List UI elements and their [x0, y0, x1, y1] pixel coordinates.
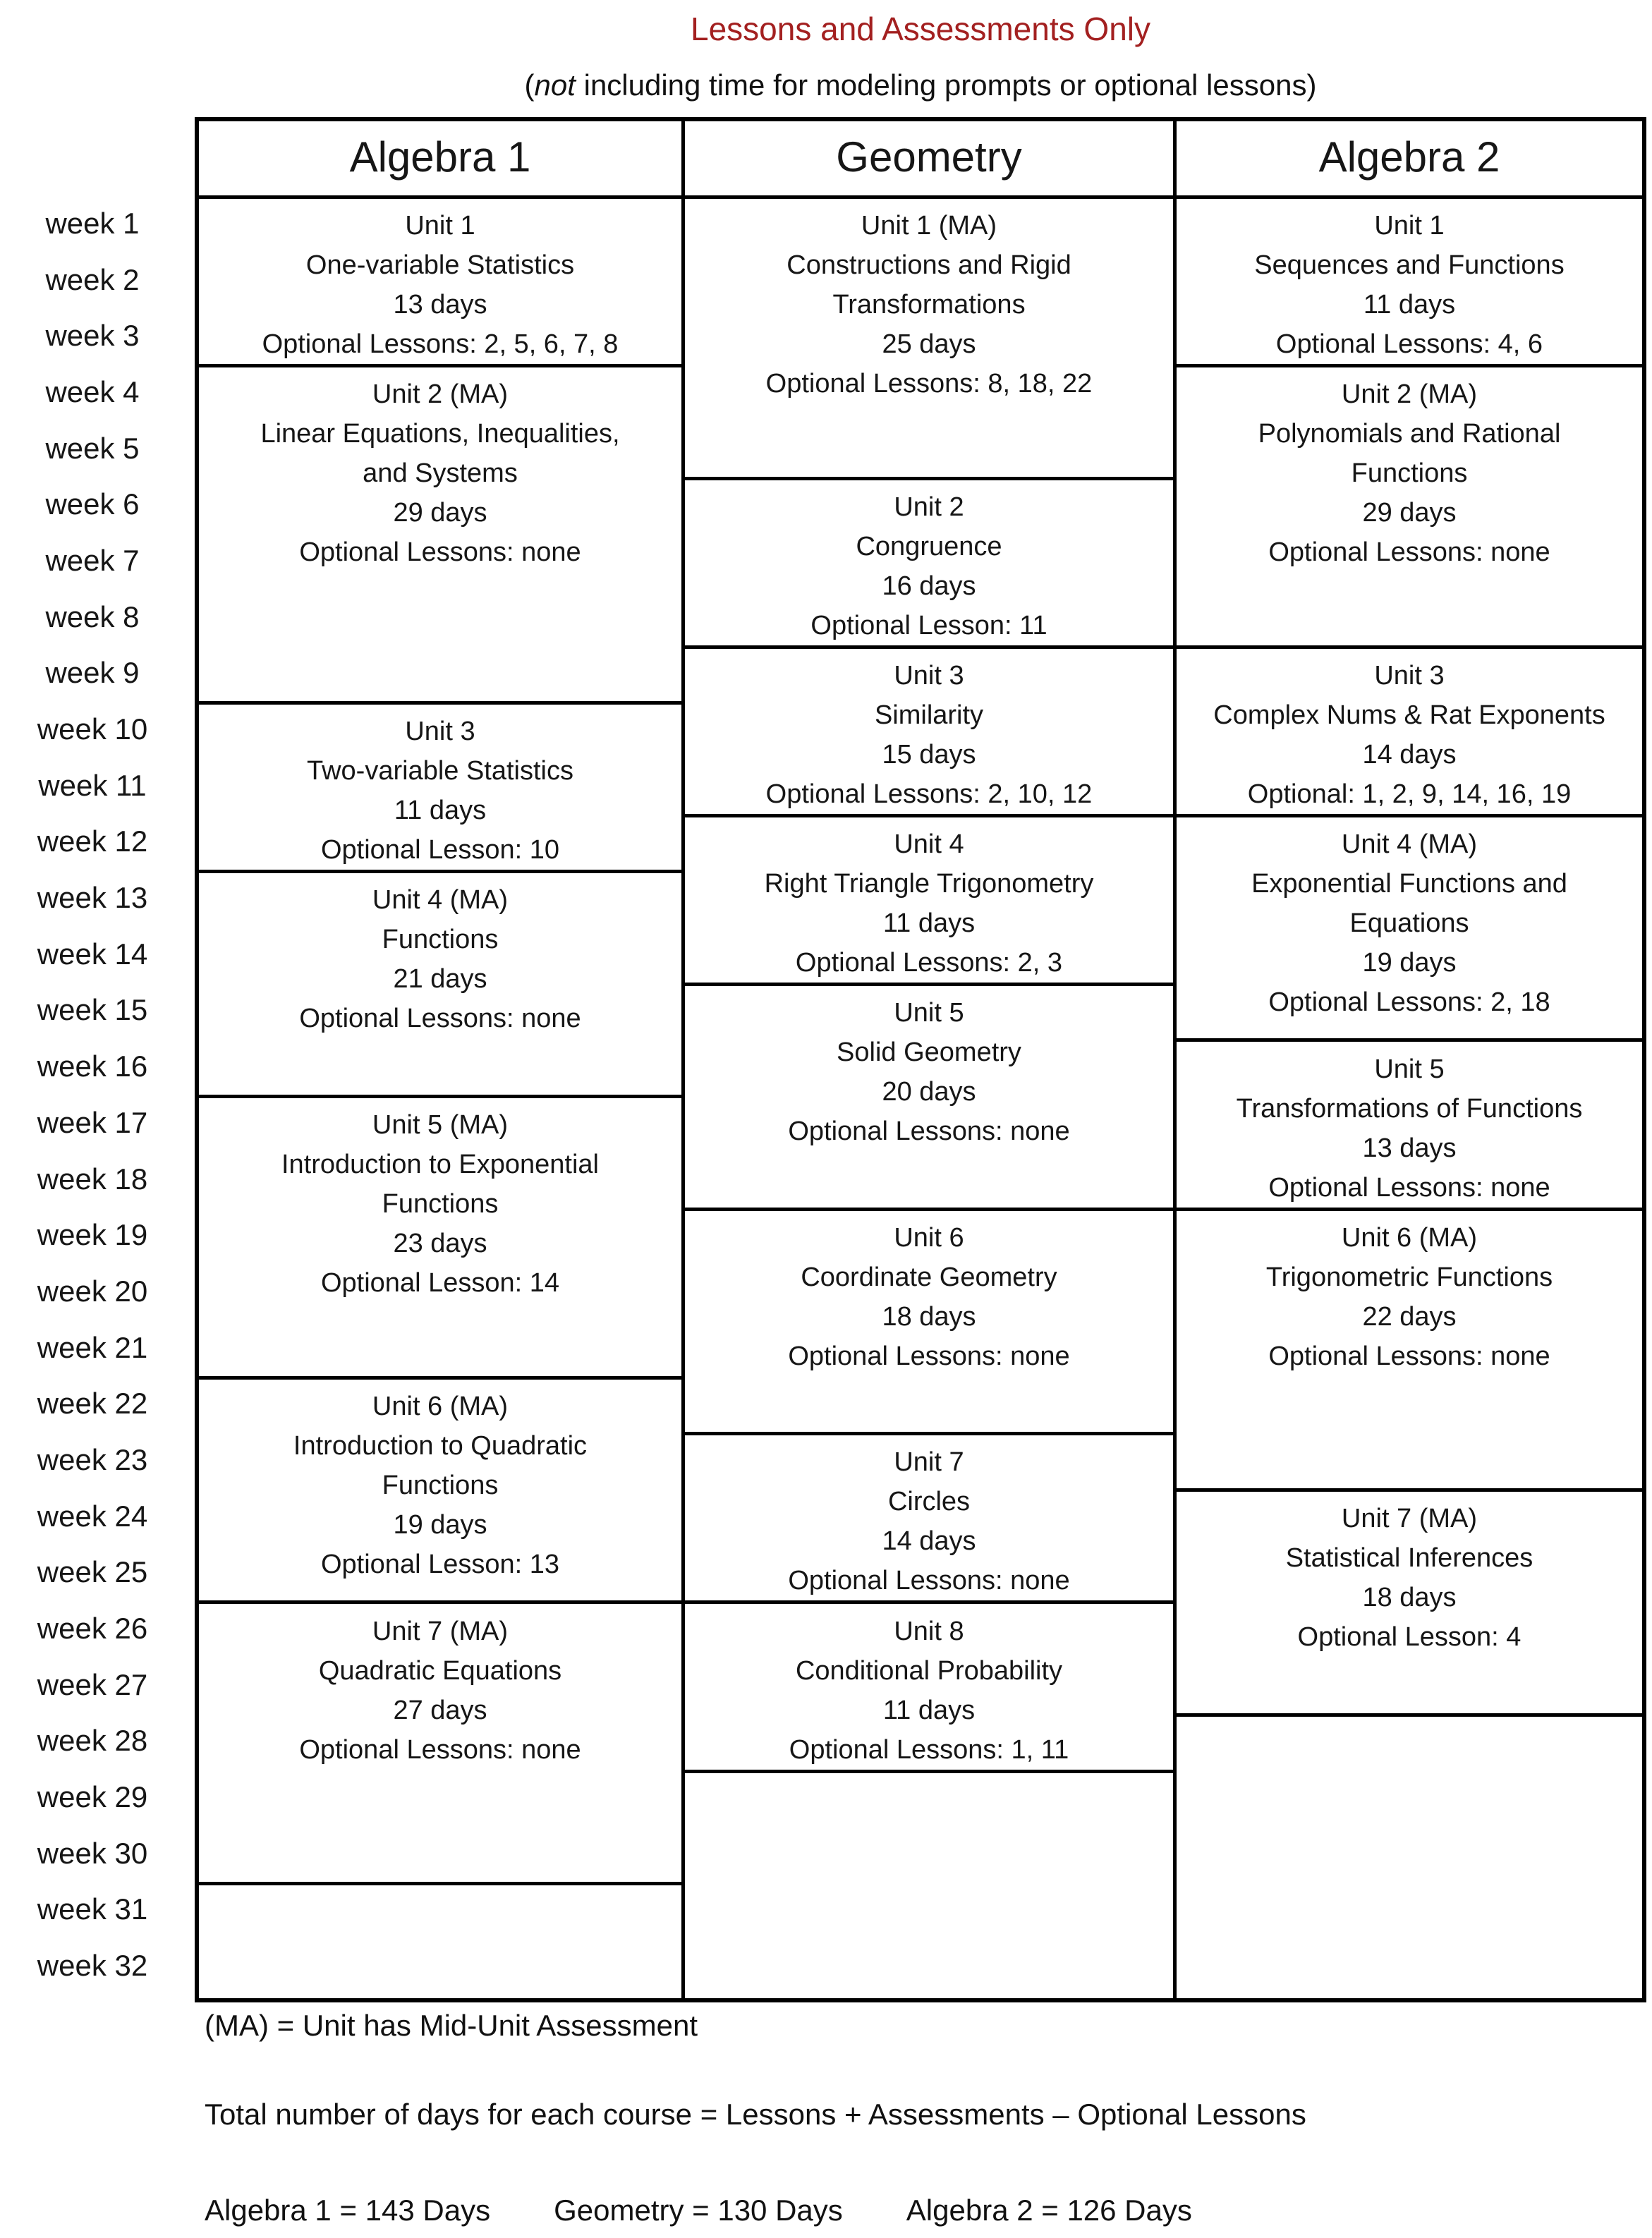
ma-note: (MA) = Unit has Mid-Unit Assessment	[205, 2009, 698, 2042]
unit-line: Optional Lessons: 2, 18	[1268, 987, 1550, 1017]
unit-line: Unit 8	[894, 1616, 964, 1646]
week-label: week 21	[37, 1330, 148, 1364]
page-subtitle	[195, 68, 1646, 103]
week-label: week 10	[37, 712, 148, 746]
week-label: week 5	[45, 431, 140, 465]
week-label: week 1	[45, 206, 140, 240]
unit-line: Linear Equations, Inequalities,	[260, 419, 620, 449]
unit-line: 11 days	[882, 908, 976, 938]
unit-block	[199, 1605, 681, 1886]
course-header-algebra2: Algebra 2	[1173, 121, 1642, 195]
unit-line: 23 days	[393, 1229, 487, 1259]
unit-line: Complex Nums & Rat Exponents	[1213, 700, 1605, 730]
week-label: week 14	[37, 937, 148, 971]
unit-line: Unit 5	[1374, 1054, 1445, 1084]
week-label: week 3	[45, 319, 140, 353]
unit-block	[685, 817, 1173, 986]
unit-line: Optional Lessons: 2, 3	[795, 947, 1063, 978]
unit-block	[685, 199, 1173, 480]
course-column-algebra2	[1173, 199, 1642, 1998]
unit-line: and Systems	[363, 458, 518, 489]
unit-line: 15 days	[882, 739, 976, 770]
unit-line: Two-variable Statistics	[306, 756, 573, 786]
unit-line: Unit 5	[894, 997, 964, 1028]
week-label: week 28	[37, 1724, 148, 1758]
unit-line: Unit 3	[405, 717, 475, 747]
week-label: week 9	[45, 656, 140, 690]
unit-line: 16 days	[882, 571, 976, 601]
unit-line: Optional: 1, 2, 9, 14, 16, 19	[1247, 779, 1572, 809]
unit-line: Unit 3	[894, 660, 964, 691]
unit-line: Unit 5 (MA)	[372, 1110, 509, 1141]
unit-line: 25 days	[882, 329, 976, 359]
unit-block	[199, 705, 681, 873]
unit-block	[685, 1211, 1173, 1436]
week-label: week 30	[37, 1836, 148, 1870]
unit-line: Unit 4	[894, 829, 964, 859]
unit-line: Constructions and Rigid	[786, 250, 1071, 280]
unit-line: Unit 4 (MA)	[1341, 829, 1478, 859]
unit-line: 29 days	[1362, 498, 1457, 528]
unit-line: Solid Geometry	[837, 1037, 1021, 1067]
unit-line: Unit 6	[894, 1222, 964, 1253]
unit-line: Optional Lessons: none	[1268, 1172, 1550, 1203]
unit-line: Optional Lessons: none	[788, 1566, 1070, 1596]
unit-line: Transformations of Functions	[1236, 1093, 1583, 1124]
unit-line: Optional Lessons: 8, 18, 22	[765, 369, 1093, 399]
unit-line: Optional Lessons: none	[788, 1341, 1070, 1371]
week-label: week 20	[37, 1274, 148, 1308]
week-label: week 24	[37, 1499, 148, 1533]
unit-line: Unit 1	[405, 211, 475, 241]
unit-line: Optional Lessons: none	[299, 1004, 581, 1034]
unit-line: Functions	[382, 1470, 499, 1500]
week-label: week 15	[37, 993, 148, 1027]
unit-line: Functions	[382, 1189, 499, 1220]
unit-line: 11 days	[882, 1695, 976, 1725]
course-totals	[205, 2192, 1192, 2230]
week-label: week 18	[37, 1162, 148, 1196]
week-column	[0, 195, 185, 1994]
unit-line: 22 days	[1362, 1301, 1457, 1332]
week-label: week 16	[37, 1050, 148, 1083]
unit-line: Circles	[887, 1487, 971, 1517]
unit-line: Conditional Probability	[795, 1655, 1063, 1686]
unit-line: Trigonometric Functions	[1265, 1262, 1553, 1292]
unit-block	[199, 873, 681, 1098]
course-total: Algebra 1 = 143 Days	[205, 2194, 491, 2227]
unit-line: Optional Lessons: 4, 6	[1275, 329, 1543, 359]
subtitle-prefix: (	[524, 68, 535, 102]
unit-line: 21 days	[393, 964, 487, 995]
week-label: week 32	[37, 1949, 148, 1983]
schedule-body	[199, 199, 1642, 1998]
unit-line: Unit 3	[1374, 660, 1445, 691]
week-label: week 26	[37, 1612, 148, 1646]
unit-line: Congruence	[856, 531, 1002, 561]
unit-line: Unit 2 (MA)	[1341, 379, 1478, 410]
unit-line: Unit 7	[894, 1447, 964, 1478]
unit-block	[199, 199, 681, 367]
unit-block	[685, 986, 1173, 1211]
week-label: week 19	[37, 1218, 148, 1252]
unit-block	[199, 1098, 681, 1380]
unit-block	[1177, 649, 1642, 817]
unit-line: Exponential Functions and	[1251, 868, 1567, 899]
course-total: Geometry = 130 Days	[554, 2194, 843, 2227]
subtitle-italic-word: not	[534, 68, 576, 102]
unit-line: Optional Lessons: 2, 10, 12	[765, 779, 1093, 809]
unit-block	[1177, 199, 1642, 367]
unit-line: Unit 7 (MA)	[1341, 1504, 1478, 1534]
week-label: week 27	[37, 1667, 148, 1701]
week-label: week 7	[45, 543, 140, 577]
unit-line: 18 days	[882, 1301, 976, 1332]
course-header-row	[199, 121, 1642, 199]
week-label: week 2	[45, 262, 140, 296]
unit-line: Optional Lesson: 14	[320, 1268, 559, 1299]
unit-block	[685, 1605, 1173, 1773]
schedule-table	[195, 117, 1646, 2002]
unit-line: Polynomials and Rational	[1258, 419, 1561, 449]
unit-block	[199, 1380, 681, 1605]
week-label: week 29	[37, 1780, 148, 1814]
unit-line: 20 days	[882, 1076, 976, 1107]
week-label: week 31	[37, 1892, 148, 1926]
unit-line: Coordinate Geometry	[801, 1262, 1057, 1292]
unit-line: Optional Lesson: 11	[810, 610, 1047, 640]
unit-line: 13 days	[1362, 1133, 1457, 1163]
unit-line: 18 days	[1362, 1583, 1457, 1613]
week-label: week 4	[45, 375, 140, 408]
course-header-algebra1: Algebra 1	[349, 133, 531, 181]
unit-block	[199, 367, 681, 705]
unit-line: Unit 1 (MA)	[861, 211, 997, 241]
unit-line: Introduction to Quadratic	[293, 1430, 588, 1461]
unit-line: 19 days	[1362, 947, 1457, 978]
course-total: Algebra 2 = 126 Days	[906, 2194, 1192, 2227]
unit-line: 14 days	[1362, 739, 1457, 770]
unit-line: Optional Lessons: none	[299, 537, 581, 568]
week-label: week 11	[38, 768, 147, 802]
week-label: week 12	[37, 825, 148, 858]
unit-line: Unit 2	[894, 492, 964, 522]
unit-line: Sequences and Functions	[1254, 250, 1565, 280]
page-title: Lessons and Assessments Only	[691, 11, 1150, 47]
unit-line: 27 days	[393, 1695, 487, 1725]
unit-line: Optional Lessons: 1, 11	[789, 1734, 1069, 1765]
week-label: week 6	[45, 487, 140, 521]
unit-line: 11 days	[394, 796, 487, 826]
week-label: week 8	[45, 600, 140, 633]
unit-line: Right Triangle Trigonometry	[764, 868, 1094, 899]
unit-line: Similarity	[874, 700, 984, 730]
unit-line: Unit 7 (MA)	[372, 1616, 509, 1646]
unit-line: Introduction to Exponential	[281, 1150, 599, 1180]
week-label: week 17	[37, 1105, 148, 1139]
total-days-note: Total number of days for each course = Lessons + Assessments – Optional Lessons	[205, 2098, 1306, 2131]
unit-block	[1177, 1492, 1642, 1717]
unit-line: Optional Lessons: none	[1268, 1341, 1550, 1371]
unit-line: Transformations	[832, 290, 1026, 320]
unit-line: Optional Lessons: none	[299, 1734, 581, 1765]
unit-block	[1177, 1211, 1642, 1492]
unit-line: Statistical Inferences	[1285, 1543, 1533, 1574]
unit-line: Quadratic Equations	[318, 1655, 562, 1686]
unit-block	[1177, 817, 1642, 1042]
unit-line: 14 days	[882, 1526, 976, 1557]
course-column-geometry	[681, 199, 1173, 1998]
unit-line: Unit 6 (MA)	[1341, 1222, 1478, 1253]
unit-line: Unit 4 (MA)	[372, 885, 509, 916]
subtitle-rest: including time for modeling prompts or optional lessons)	[575, 68, 1317, 102]
unit-line: Unit 1	[1374, 211, 1445, 241]
course-column-algebra1	[199, 199, 681, 1998]
course-header-geometry: Geometry	[681, 121, 1173, 195]
unit-line: Optional Lessons: none	[788, 1116, 1070, 1146]
unit-line: 11 days	[1363, 290, 1456, 320]
unit-line: Optional Lessons: none	[1268, 537, 1550, 568]
week-label: week 22	[37, 1387, 148, 1421]
unit-line: Equations	[1349, 908, 1469, 938]
unit-line: Functions	[1351, 458, 1468, 489]
unit-line: 29 days	[393, 498, 487, 528]
unit-block	[1177, 367, 1642, 649]
unit-line: One-variable Statistics	[305, 250, 575, 280]
unit-line: 19 days	[393, 1509, 487, 1540]
unit-line: Unit 2 (MA)	[372, 379, 509, 410]
unit-line: Optional Lesson: 10	[320, 835, 559, 865]
week-label: week 25	[37, 1555, 148, 1589]
unit-line: Optional Lesson: 4	[1297, 1622, 1522, 1653]
unit-line: Optional Lesson: 13	[320, 1549, 559, 1579]
unit-block	[685, 1435, 1173, 1604]
unit-line: Functions	[382, 925, 499, 955]
unit-line: 13 days	[393, 290, 487, 320]
week-label: week 23	[37, 1442, 148, 1476]
unit-block	[1177, 1042, 1642, 1211]
unit-line: Optional Lessons: 2, 5, 6, 7, 8	[262, 329, 619, 359]
unit-block	[685, 649, 1173, 817]
unit-line: Unit 6 (MA)	[372, 1391, 509, 1421]
unit-block	[685, 480, 1173, 649]
week-label: week 13	[37, 881, 148, 915]
